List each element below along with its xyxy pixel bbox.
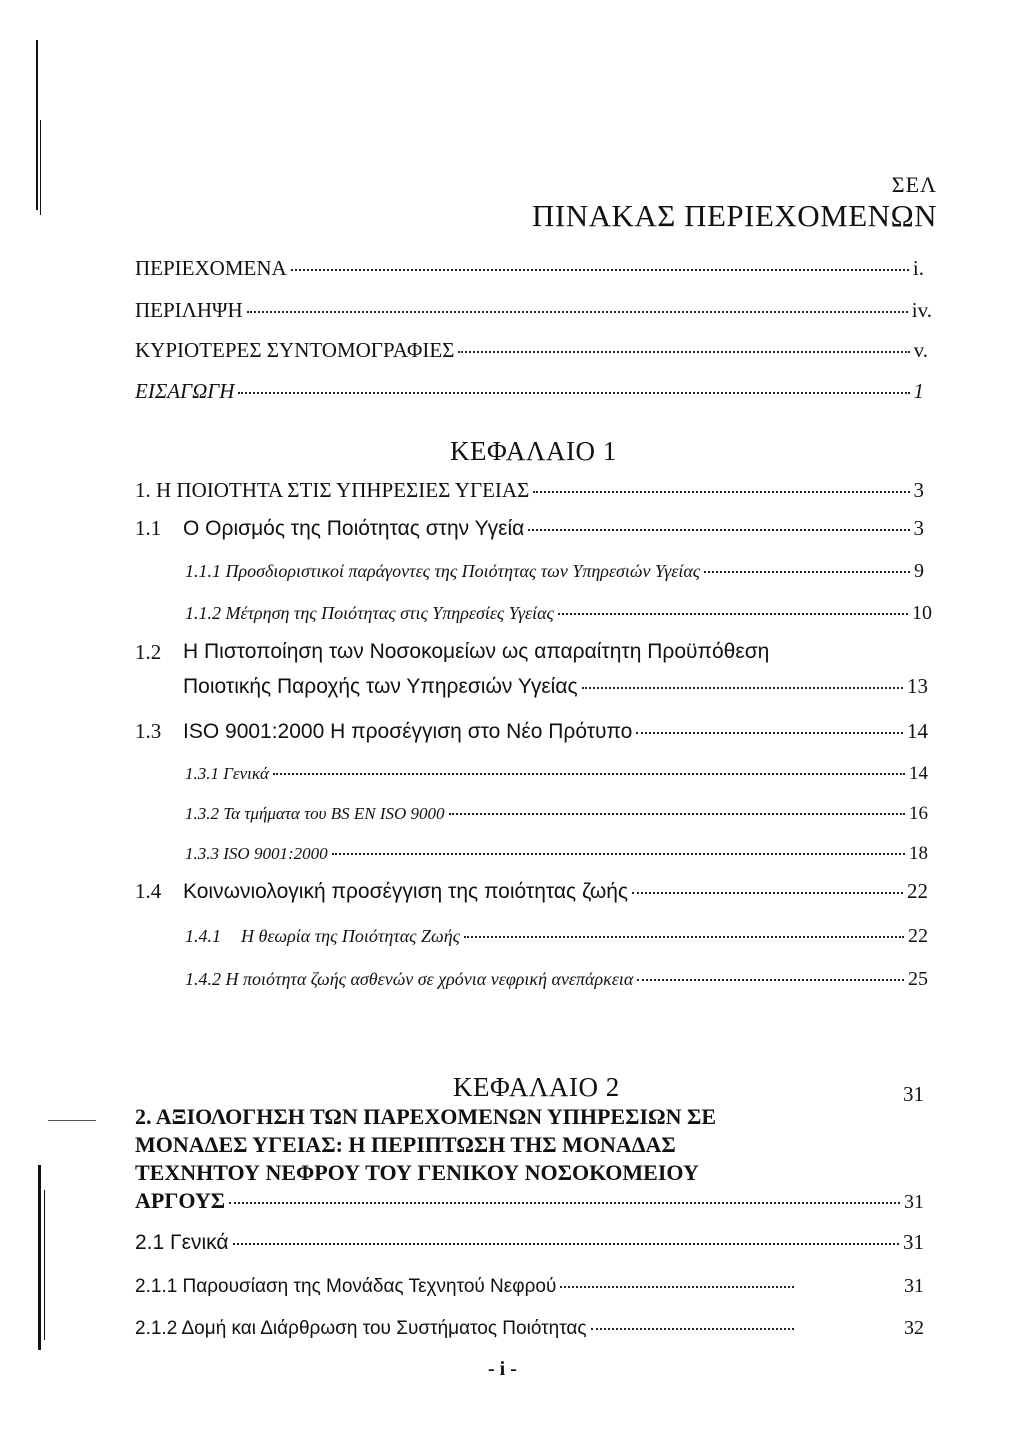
toc-entry-page: 3: [913, 478, 924, 502]
leader-dots: [464, 936, 904, 938]
toc-entry-label: 1.4.2 Η ποιότητα ζωής ασθενών σε χρόνια νεφρική ανεπάρκεια: [185, 969, 634, 989]
toc-entry-page: 31: [904, 1275, 924, 1297]
leader-dots: [458, 351, 909, 353]
toc-entry-label: ΠΕΡΙΕΧΟΜΕΝΑ: [135, 256, 287, 280]
chapter-heading: ΚΕΦΑΛΑΙΟ 2: [453, 1072, 620, 1102]
chapter-title-line: ΑΡΓΟΥΣ: [135, 1188, 226, 1213]
leader-dots: [704, 571, 910, 573]
toc-entry-label: ΕΙΣΑΓΩΓΗ: [135, 379, 235, 403]
scan-artifact: [40, 120, 41, 215]
toc-entry-label: 2.1.2 Δομή και Διάρθρωση του Συστήματος Ποιότητας: [135, 1318, 587, 1339]
toc-entry-label: ΚΥΡΙΟΤΕΡΕΣ ΣΥΝΤΟΜΟΓΡΑΦΙΕΣ: [135, 338, 455, 362]
toc-entry: [135, 478, 924, 503]
scan-artifact: [44, 1190, 45, 1340]
toc-entry-page: 22: [908, 925, 928, 947]
scan-artifact: [38, 1165, 41, 1350]
leader-dots: [291, 269, 909, 271]
toc-entry-label: Η θεωρία της Ποιότητας Ζωής: [241, 926, 460, 946]
chapter-heading: ΚΕΦΑΛΑΙΟ 1: [450, 436, 617, 466]
toc-entry-page: 14: [907, 719, 928, 743]
leader-dots: [637, 979, 904, 981]
toc-entry-label: 1.1.2 Μέτρηση της Ποιότητας στις Υπηρεσίες Υγείας: [185, 603, 554, 623]
toc-entry-label: 1.3.2 Τα τμήματα του BS EN ISO 9000: [185, 804, 445, 823]
toc-entry-page: 31: [903, 1230, 924, 1254]
toc-entry: [185, 843, 928, 865]
leader-dots: [238, 392, 909, 394]
leader-dots: [591, 1328, 794, 1330]
leader-dots: [528, 529, 909, 531]
leader-dots: [636, 732, 903, 734]
leader-dots: [449, 813, 905, 815]
toc-entry-label: Η Πιστοποίηση των Νοσοκομείων ως απαραίτητη Προϋπόθεση: [183, 640, 770, 663]
toc-entry-page: 18: [909, 843, 928, 864]
toc-entry-label: 1.3.3 ISO 9001:2000: [185, 844, 328, 863]
page-column-label: ΣΕΛ: [891, 172, 937, 197]
toc-entry-number: 1.1: [135, 516, 162, 540]
toc-entry-label-cont: Ποιοτικής Παροχής των Υπηρεσιών Υγείας: [183, 675, 578, 698]
toc-entry: [185, 560, 924, 583]
scan-artifact: [36, 40, 38, 210]
toc-entry-page: 10: [912, 602, 932, 624]
toc-entry: [185, 602, 932, 625]
toc-entry-page: iv.: [911, 298, 932, 322]
toc-entry-page: 3: [913, 516, 924, 540]
leader-dots: [233, 1243, 899, 1245]
leader-dots: [332, 853, 905, 855]
toc-entry: [135, 379, 924, 404]
toc-entry-page: i.: [912, 256, 924, 280]
leader-dots: [558, 613, 908, 615]
toc-entry-number: 1.4: [135, 879, 162, 903]
toc-entry: [135, 516, 924, 541]
toc-entry: [185, 803, 928, 825]
toc-entry-page: 13: [907, 674, 928, 698]
toc-entry-label: 1.1.1 Προσδιοριστικοί παράγοντες της Ποιότητας των Υπηρεσιών Υγείας: [185, 561, 701, 581]
page-title: ΠΙΝΑΚΑΣ ΠΕΡΙΕΧΟΜΕΝΩΝ: [532, 198, 937, 233]
chapter-title-line: 2. ΑΞΙΟΛΟΓΗΣΗ ΤΩΝ ΠΑΡΕΧΟΜΕΝΩΝ ΥΠΗΡΕΣΙΩΝ ΣΕ: [135, 1104, 717, 1129]
toc-entry-page: 14: [909, 763, 928, 784]
toc-entry-page: 31: [904, 1191, 924, 1213]
toc-entry: [185, 925, 928, 948]
toc-entry-label: ΠΕΡΙΛΗΨΗ: [135, 298, 243, 322]
toc-entry: [135, 256, 924, 281]
toc-entry: [135, 1317, 924, 1340]
toc-entry: [135, 879, 928, 904]
toc-entry-page: 32: [904, 1317, 924, 1339]
toc-entry: [185, 968, 928, 991]
toc-entry-label: Ο Ορισμός της Ποιότητας στην Υγεία: [183, 517, 525, 540]
toc-entry-label: 2.1.1 Παρουσίαση της Μονάδας Τεχνητού Νεφρού: [135, 1276, 557, 1297]
toc-entry-label: 1. Η ΠΟΙΟΤΗΤΑ ΣΤΙΣ ΥΠΗΡΕΣΙΕΣ ΥΓΕΙΑΣ: [135, 478, 530, 502]
leader-dots: [632, 892, 903, 894]
toc-entry-number: 1.3: [135, 719, 162, 743]
toc-entry-page: 9: [914, 560, 924, 582]
leader-dots: [229, 1202, 900, 1204]
toc-entry: [183, 674, 928, 699]
toc-entry: [135, 1275, 924, 1298]
chapter-title-line: ΤΕΧΝΗΤΟΥ ΝΕΦΡΟΥ ΤΟΥ ΓΕΝΙΚΟΥ ΝΟΣΟΚΟΜΕΙΟΥ: [135, 1160, 699, 1185]
toc-entry: [135, 1230, 924, 1255]
toc-entry-page: 25: [908, 968, 928, 990]
toc-entry-label: Κοινωνιολογική προσέγγιση της ποιότητας ζωής: [183, 880, 629, 903]
toc-entry-page: 16: [909, 803, 928, 824]
toc-entry-label: 2.1 Γενικά: [135, 1231, 229, 1254]
toc-entry-number: 1.4.1: [185, 926, 221, 946]
toc-entry-label: ISO 9001:2000 Η προσέγγιση στο Νέο Πρότυπο: [183, 720, 633, 743]
leader-dots: [582, 687, 903, 689]
page-number-footer: - i -: [488, 1358, 517, 1380]
scan-artifact: [48, 1120, 96, 1121]
toc-entry: [135, 298, 932, 323]
leader-dots: [273, 773, 905, 775]
chapter-heading-page: 31: [903, 1082, 924, 1106]
toc-entry: [135, 338, 928, 363]
toc-entry-page: 22: [907, 879, 928, 903]
leader-dots: [560, 1286, 794, 1288]
toc-entry: [185, 763, 928, 785]
toc-entry-number: 1.2: [135, 640, 162, 664]
toc-entry-page: 1: [913, 379, 924, 403]
leader-dots: [533, 491, 909, 493]
toc-entry: [135, 1188, 924, 1214]
leader-dots: [247, 311, 908, 313]
toc-entry-page: v.: [913, 338, 928, 362]
toc-entry-label: 1.3.1 Γενικά: [185, 764, 269, 783]
toc-entry: [135, 719, 928, 744]
chapter-title-line: ΜΟΝΑΔΕΣ ΥΓΕΙΑΣ: Η ΠΕΡΙΠΤΩΣΗ ΤΗΣ ΜΟΝΑΔΑΣ: [135, 1132, 676, 1157]
